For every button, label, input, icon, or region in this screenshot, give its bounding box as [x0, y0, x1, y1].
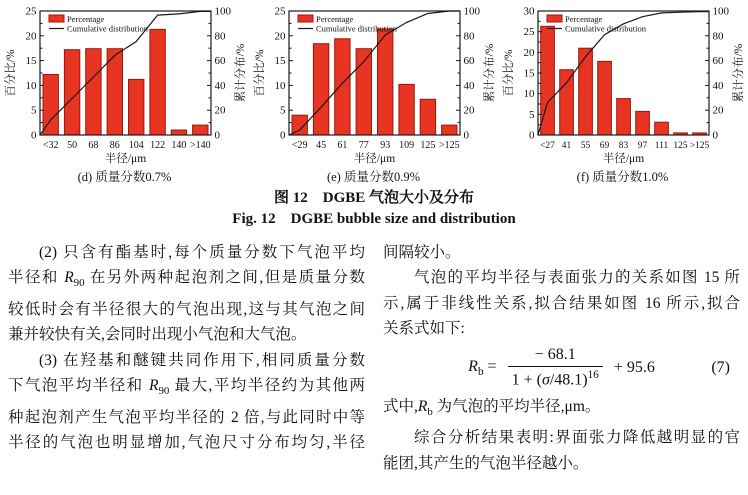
svg-text:50: 50: [67, 140, 78, 151]
svg-text:20: 20: [463, 104, 475, 117]
bar: [617, 99, 631, 135]
text-line: 综合分析结果表明:界面张力降低越明显的官: [414, 429, 740, 447]
text-line: 半径和 $R_{90}$ 在另外两种起泡剂之间,但是质量分数: [8, 269, 365, 290]
bar: [193, 125, 208, 135]
svg-text:>140: >140: [189, 140, 211, 151]
svg-text:0: 0: [712, 129, 718, 142]
svg-text:125: 125: [673, 141, 688, 151]
y-axis-title-left: 百分比/%: [503, 49, 515, 97]
svg-text:20: 20: [274, 30, 286, 43]
bar: [378, 29, 393, 135]
legend-bar-swatch: [49, 15, 64, 22]
text-line: (2) 只含有酯基时,每个质量分数下气泡平均: [39, 244, 365, 261]
svg-text:10: 10: [274, 79, 286, 92]
chart-d-subcaption: (d) 质量分数0.7%: [77, 170, 172, 184]
svg-text:80: 80: [712, 30, 724, 43]
chart-e-canvas: [249, 5, 498, 169]
svg-text:0: 0: [280, 129, 286, 142]
text-line: 间隔较小。: [383, 244, 461, 261]
svg-text:30: 30: [523, 5, 535, 18]
svg-text:5: 5: [31, 104, 37, 117]
svg-text:10: 10: [25, 79, 37, 92]
svg-text:15: 15: [274, 55, 286, 68]
bar: [420, 99, 435, 135]
svg-text:25: 25: [25, 5, 37, 18]
bar: [579, 48, 593, 135]
text-line: 半径的气泡也明显增加,气泡尺寸分布均匀,半径: [8, 434, 365, 452]
svg-text:40: 40: [712, 79, 724, 92]
y-axis-title-left: 百分比/%: [5, 49, 17, 97]
text-line: 下气泡平均半径和 $R_{90}$ 最大,平均半径约为其他两: [8, 377, 365, 398]
right-column-bottom: [383, 394, 740, 476]
svg-text:10: 10: [523, 88, 535, 101]
svg-text:20: 20: [214, 104, 226, 117]
svg-text:109: 109: [399, 140, 415, 151]
svg-text:25: 25: [523, 26, 535, 39]
equation-number: (7): [711, 358, 730, 376]
text-line: 示,属于非线性关系,拟合结果如图 16 所示,拟合: [383, 294, 740, 312]
svg-text:40: 40: [214, 79, 226, 92]
chart-f: [498, 5, 747, 186]
svg-text:86: 86: [109, 140, 120, 151]
text-line: 种起泡剂产生气泡平均半径的 2 倍,与此同时中等: [8, 408, 365, 426]
svg-text:100: 100: [214, 5, 231, 18]
chart-e-subcaption: (e) 质量分数0.9%: [326, 170, 421, 184]
svg-text:0: 0: [214, 129, 220, 142]
figure-12-charts: [0, 0, 748, 186]
svg-text:5: 5: [280, 104, 286, 117]
equation-body: [468, 345, 655, 390]
equation-7: [383, 342, 740, 394]
equation-fraction: [508, 345, 603, 390]
svg-text:60: 60: [712, 55, 724, 68]
svg-text:77: 77: [358, 140, 369, 151]
y-axis-title-right: 累计分布/%: [484, 43, 496, 103]
svg-text:<32: <32: [42, 140, 59, 151]
bar: [560, 70, 574, 135]
text-column-left: [8, 240, 365, 476]
legend-bar-swatch: [547, 15, 562, 22]
svg-text:>125: >125: [689, 141, 710, 151]
text-line: 能团,其产生的气泡半径越小。: [383, 454, 589, 472]
svg-text:55: 55: [580, 141, 591, 151]
svg-text:60: 60: [463, 55, 475, 68]
svg-text:100: 100: [463, 5, 480, 18]
bar: [150, 29, 165, 135]
body-text: [0, 240, 748, 476]
svg-text:<27: <27: [540, 141, 555, 151]
chart-svg: [0, 5, 249, 169]
chart-f-subcaption: (f) 质量分数1.0%: [576, 170, 669, 184]
svg-text:61: 61: [337, 140, 348, 151]
svg-text:122: 122: [150, 140, 166, 151]
equation-numerator: − 68.1: [508, 345, 603, 367]
svg-text:>125: >125: [438, 140, 460, 151]
text-line: 气泡的平均半径与表面张力的关系如图 15 所: [414, 269, 740, 287]
svg-text:69: 69: [599, 141, 610, 151]
legend-line-label: Cumulative distribution: [316, 23, 397, 34]
svg-text:15: 15: [523, 67, 535, 80]
text-line: 兼并较快有关,会同时出现小气泡和大气泡。: [8, 326, 307, 344]
x-axis-title: 半径/μm: [104, 153, 147, 165]
bar: [598, 61, 612, 135]
bar: [655, 122, 669, 135]
right-column-top: [383, 240, 740, 342]
chart-d: [0, 5, 249, 186]
text-line: 式中$,R_b$ 为气泡的平均半径,μm。: [383, 397, 601, 418]
svg-text:83: 83: [618, 141, 629, 151]
svg-text:93: 93: [380, 140, 391, 151]
svg-text:60: 60: [214, 55, 226, 68]
svg-text:100: 100: [712, 5, 729, 18]
svg-text:15: 15: [25, 55, 37, 68]
text-line: 较低时会有半径很大的气泡出现,这与其气泡之间: [8, 300, 365, 318]
bar: [171, 130, 186, 135]
bar: [313, 44, 328, 135]
svg-text:0: 0: [529, 129, 535, 142]
equation-lhs: $R_b$ =: [468, 357, 501, 378]
legend-line-label: Cumulative distribution: [67, 23, 148, 34]
bar: [43, 75, 58, 136]
svg-text:97: 97: [637, 141, 648, 151]
svg-text:41: 41: [561, 141, 572, 151]
y-axis-title-left: 百分比/%: [254, 49, 266, 97]
legend-bar-label: Percentage: [316, 14, 354, 24]
bar: [636, 111, 650, 135]
chart-svg: [498, 5, 747, 169]
equation-tail: + 95.6: [609, 358, 655, 376]
bar: [129, 79, 144, 135]
svg-text:125: 125: [420, 140, 436, 151]
svg-text:140: 140: [171, 140, 187, 151]
bar: [399, 84, 414, 135]
chart-e: [249, 5, 498, 186]
y-axis-title-right: 累计分布/%: [733, 43, 745, 103]
equation-denominator: $1 + (\sigma/48.1)^{16}$: [511, 368, 599, 389]
bar: [335, 39, 350, 135]
y-axis-title-right: 累计分布/%: [235, 43, 247, 103]
legend-bar-label: Percentage: [565, 14, 603, 24]
svg-text:<29: <29: [291, 140, 308, 151]
svg-text:20: 20: [523, 46, 535, 59]
bar: [86, 49, 101, 135]
svg-text:0: 0: [463, 129, 469, 142]
bar: [442, 125, 457, 135]
legend-bar-swatch: [298, 15, 313, 22]
svg-text:45: 45: [316, 140, 327, 151]
x-axis-title: 半径/μm: [353, 153, 396, 165]
chart-svg: [249, 5, 498, 169]
chart-d-canvas: [0, 5, 249, 169]
svg-text:104: 104: [128, 140, 144, 151]
svg-text:5: 5: [529, 108, 535, 121]
figure-caption-zh: 图 12 DGBE 气泡大小及分布: [273, 190, 474, 206]
svg-text:80: 80: [463, 30, 475, 43]
svg-text:80: 80: [214, 30, 226, 43]
svg-text:20: 20: [25, 30, 37, 43]
text-column-right: [383, 240, 740, 476]
svg-text:0: 0: [31, 129, 37, 142]
svg-text:111: 111: [654, 141, 669, 151]
text-line: 关系式如下:: [383, 320, 465, 338]
legend-bar-label: Percentage: [67, 14, 105, 24]
chart-f-canvas: [498, 5, 747, 169]
figure-caption-en: Fig. 12 DGBE bubble size and distribution: [232, 211, 516, 227]
svg-text:40: 40: [463, 79, 475, 92]
x-axis-title: 半径/μm: [602, 153, 645, 165]
text-line: (3) 在羟基和醚键共同作用下,相同质量分数: [39, 351, 365, 369]
svg-text:25: 25: [274, 5, 286, 18]
legend-line-label: Cumulative distribution: [565, 23, 646, 34]
svg-text:68: 68: [88, 140, 99, 151]
svg-text:20: 20: [712, 104, 724, 117]
